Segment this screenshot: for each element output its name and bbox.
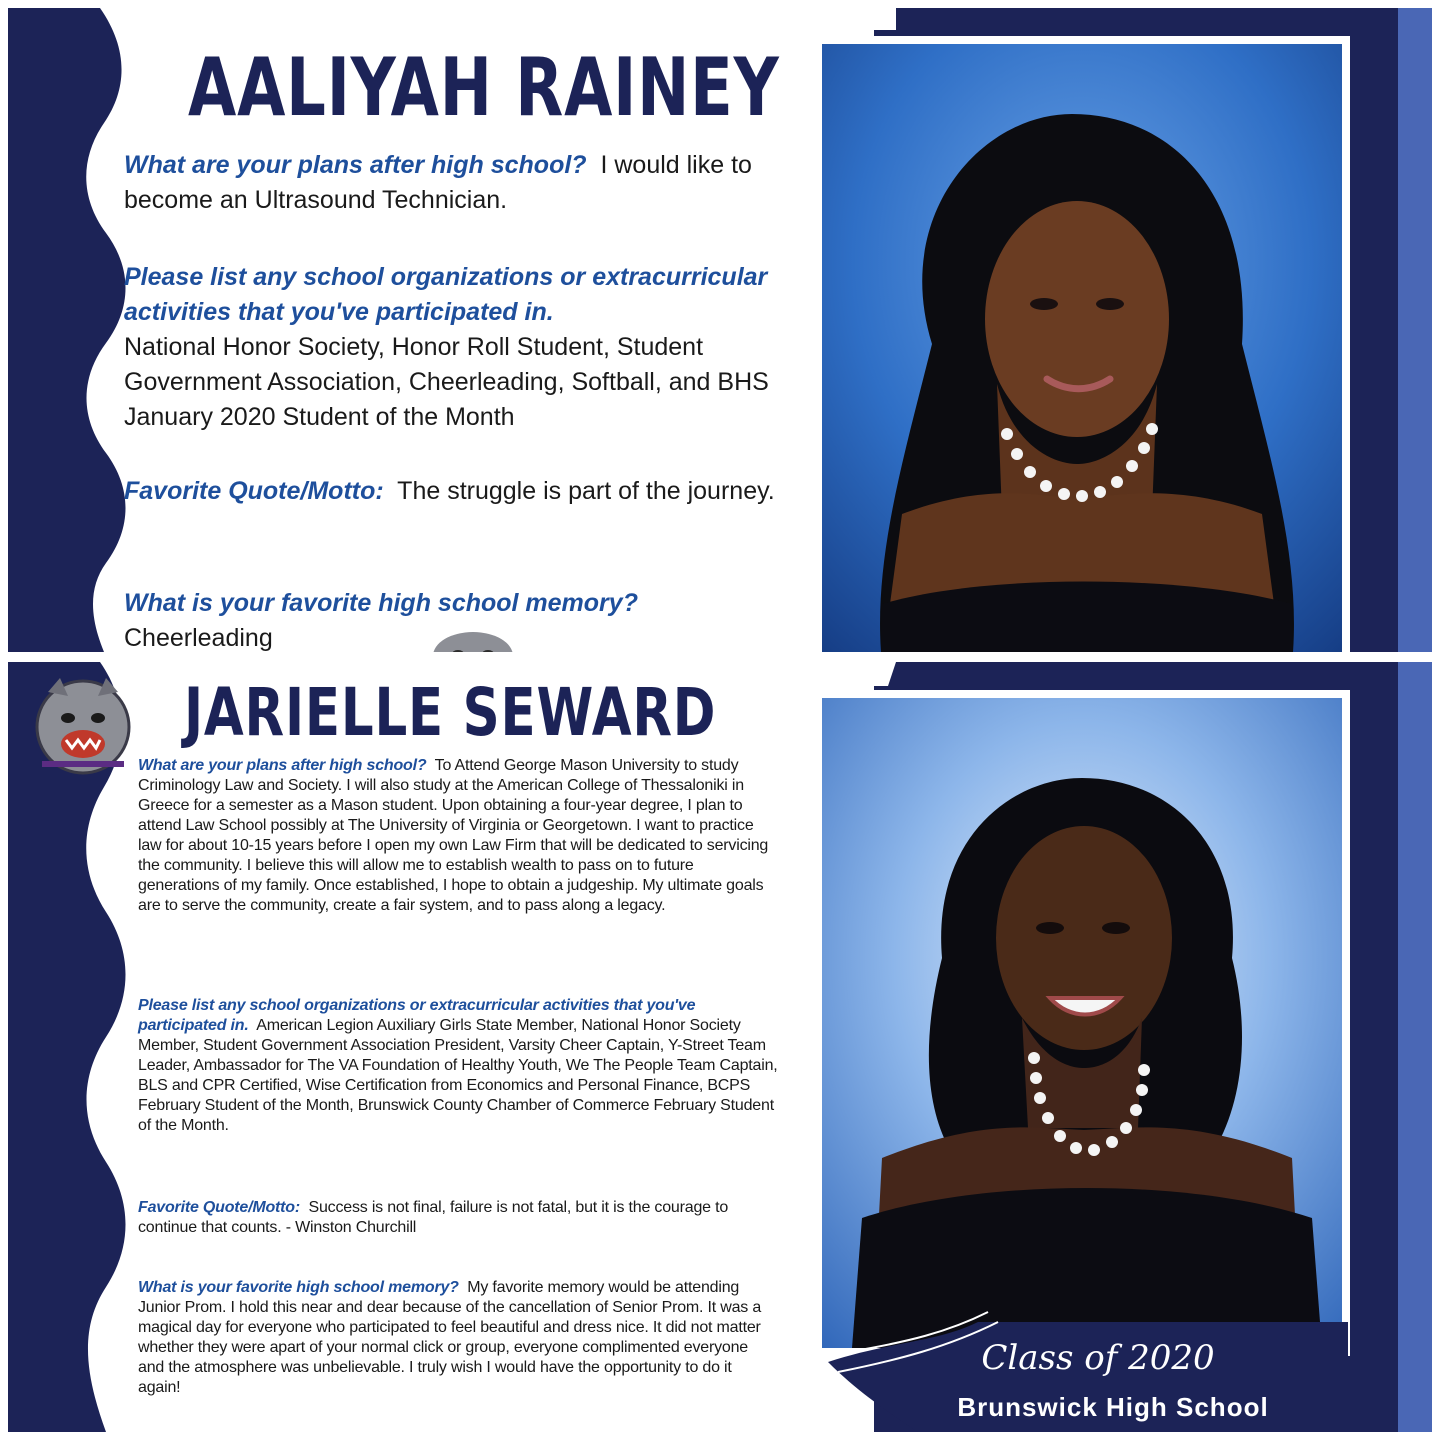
school-name: Brunswick High School xyxy=(957,1392,1269,1422)
memory-question: What is your favorite high school memory? xyxy=(138,1279,459,1296)
student-card-aaliyah xyxy=(8,8,1432,652)
plans-answer-block xyxy=(124,148,816,218)
bulldog-mascot-icon xyxy=(28,672,138,782)
class-of-text: Class of 2020 xyxy=(981,1338,1215,1378)
orgs-block xyxy=(124,260,816,435)
memory-block xyxy=(138,1278,778,1398)
orgs-block xyxy=(138,996,778,1136)
student-photo xyxy=(822,44,1342,652)
memory-answer: My favorite memory would be attending Junior Prom. I hold this near and dear because of the cancellation of Senior Prom. It was a magical day for everyone who participated to feel beautiful and dress nice. It did not matter whether they were apart of your normal click or group, everyone complimented everyone and the atmosphere was unbelievable. I truly wish I would have the opportunity to do it again! xyxy=(138,1279,762,1396)
left-wave-border xyxy=(8,8,138,652)
orgs-question: Please list any school organizations or extracurricular activities that you've participated in. xyxy=(124,263,768,326)
quote-block xyxy=(138,1198,778,1238)
plans-question: What are your plans after high school? xyxy=(124,151,587,179)
plans-answer-block xyxy=(138,756,778,916)
portrait-illustration xyxy=(822,44,1342,652)
student-card-jarielle xyxy=(8,662,1432,1432)
quote-question: Favorite Quote/Motto: xyxy=(124,477,384,505)
orgs-question: Please list any school organizations or extracurricular activities that you've participated in. xyxy=(138,997,696,1034)
quote-answer: The struggle is part of the journey. xyxy=(397,477,775,505)
memory-question: What is your favorite high school memory? xyxy=(124,589,638,617)
plans-question: What are your plans after high school? xyxy=(138,757,427,774)
student-photo xyxy=(822,698,1342,1348)
bulldog-mascot-icon xyxy=(428,626,518,652)
student-name: JARIELLE SEWARD xyxy=(184,674,717,751)
orgs-answer: National Honor Society, Honor Roll Student, Student Government Association, Cheerleading, Softball, and BHS January 2020 Student of the Month xyxy=(124,333,769,431)
student-name: AALIYAH RAINEY xyxy=(188,41,780,134)
quote-block xyxy=(124,474,816,509)
portrait-illustration xyxy=(822,698,1342,1348)
orgs-answer: American Legion Auxiliary Girls State Member, National Honor Society Member, Student Government Association President, Varsity Cheer Captain, Y-Street Team Leader, Ambassador for The VA Foundation of Healthy Youth, We The People Team Captain, BLS and CPR Certified, Wise Certification from Economics and Personal Finance, BCPS February Student of the Month, Brunswick County Chamber of Commerce February Student of the Month. xyxy=(138,1017,778,1134)
plans-answer: To Attend George Mason University to study Criminology Law and Society. I will also study at the American College of Thessaloniki in Greece for a semester as a Mason student. Upon obtaining a four-year degree, I plan to attend Law School possibly at The University of Virginia or Georgetown. I want to practice law for about 10-15 years before I open my own Law Firm that will be dedicated to servicing the community. I believe this will allow me to establish wealth to pass on to future generations of my family. Once established, I hope to obtain a judgeship. My ultimate goals are to serve the community, create a fair system, and to pass along a legacy. xyxy=(138,757,769,914)
quote-answer: Success is not final, failure is not fatal, but it is the courage to continue that counts. - Winston Churchill xyxy=(138,1199,729,1236)
memory-answer: Cheerleading xyxy=(124,624,273,652)
quote-question: Favorite Quote/Motto: xyxy=(138,1199,301,1216)
plans-answer: I would like to become an Ultrasound Technician. xyxy=(124,151,752,214)
